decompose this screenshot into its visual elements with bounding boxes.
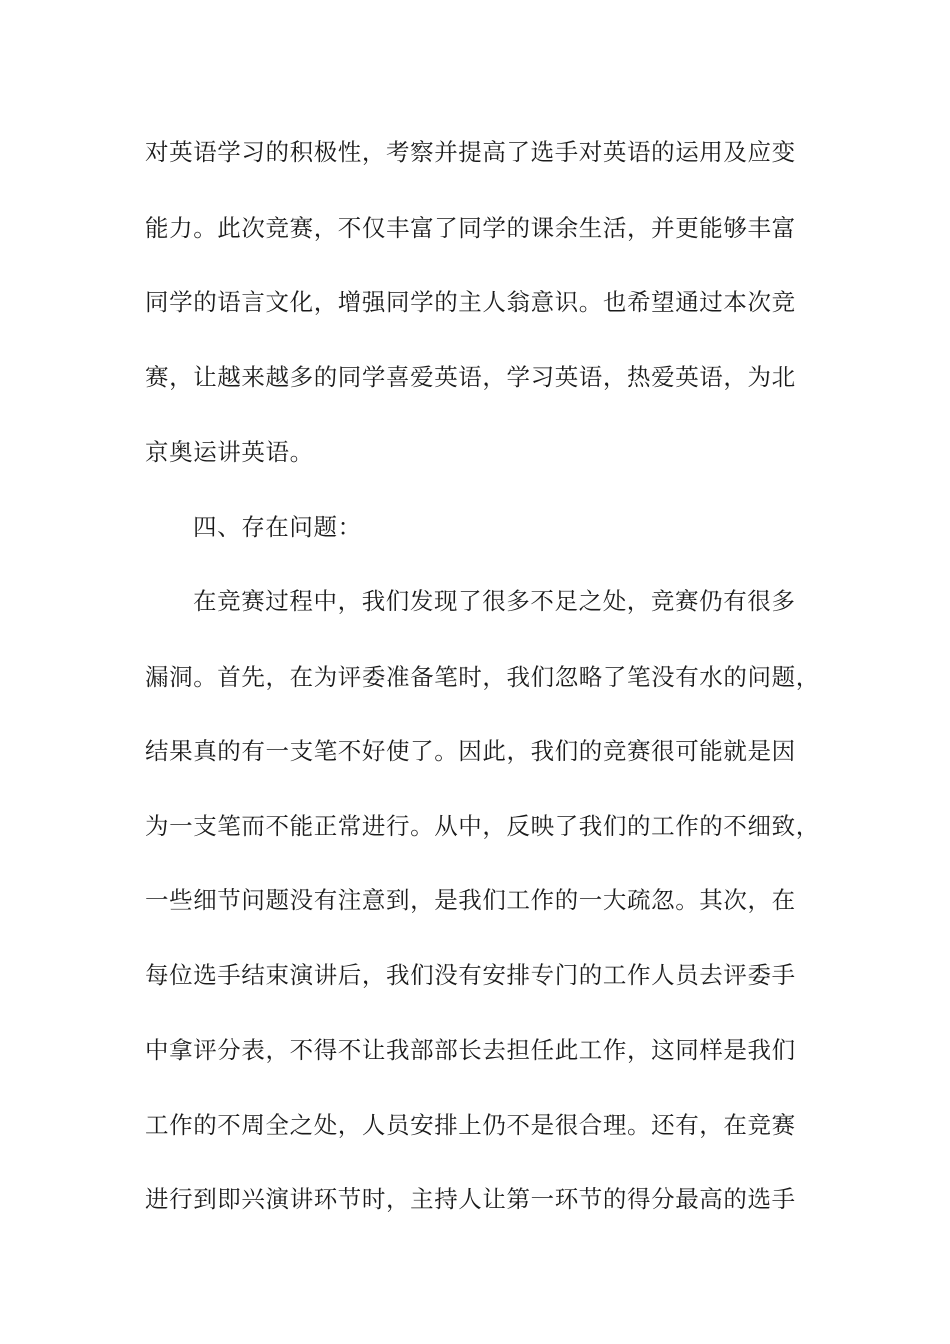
paragraph-line: 京奥运讲英语。 — [145, 438, 314, 466]
paragraph-line: 同学的语言文化，增强同学的主人翁意识。也希望通过本次竞 — [145, 288, 796, 316]
paragraph-line: 赛，让越来越多的同学喜爱英语，学习英语，热爱英语，为北 — [145, 363, 796, 391]
paragraph-line: 能力。此次竞赛，不仅丰富了同学的课余生活，并更能够丰富 — [145, 214, 796, 242]
paragraph-line: 进行到即兴演讲环节时，主持人让第一环节的得分最高的选手 — [145, 1185, 796, 1213]
paragraph-line: 漏洞。首先，在为评委准备笔时，我们忽略了笔没有水的问题， — [145, 663, 820, 691]
paragraph-line: 工作的不周全之处，人员安排上仍不是很合理。还有，在竞赛 — [145, 1111, 796, 1139]
paragraph-line: 为一支笔而不能正常进行。从中，反映了我们的工作的不细致， — [145, 812, 820, 840]
paragraph-line: 每位选手结束演讲后，我们没有安排专门的工作人员去评委手 — [145, 961, 796, 989]
paragraph-line: 中拿评分表，不得不让我部部长去担任此工作，这同样是我们 — [145, 1036, 796, 1064]
paragraph-line: 一些细节问题没有注意到，是我们工作的一大疏忽。其次，在 — [145, 886, 796, 914]
paragraph-line: 在竞赛过程中，我们发现了很多不足之处，竞赛仍有很多 — [193, 587, 796, 615]
paragraph-line: 结果真的有一支笔不好使了。因此，我们的竞赛很可能就是因 — [145, 737, 796, 765]
paragraph-line: 对英语学习的积极性，考察并提高了选手对英语的运用及应变 — [145, 138, 796, 166]
section-heading: 四、存在问题： — [193, 513, 362, 541]
